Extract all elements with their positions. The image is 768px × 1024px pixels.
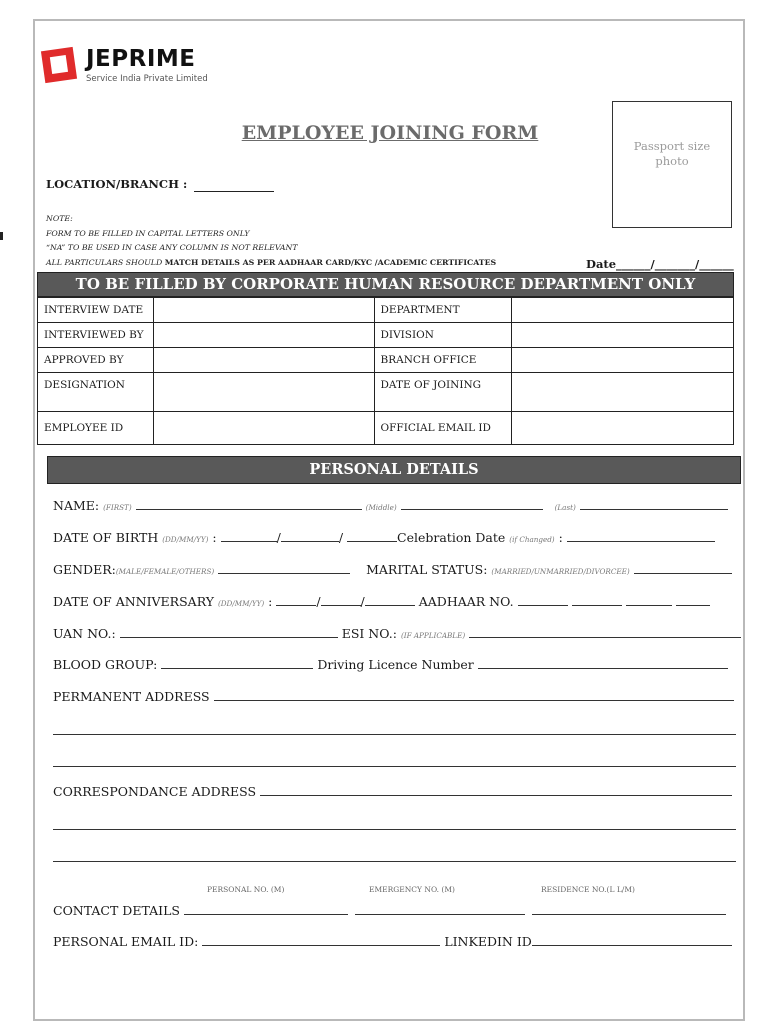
personal-number-header: PERSONAL NO. (M): [207, 885, 285, 894]
dob-year-input[interactable]: [347, 540, 397, 542]
hr-label-division: DIVISION: [374, 323, 512, 348]
personal-email-label: PERSONAL EMAIL ID:: [53, 934, 199, 949]
photo-label-line1: Passport size: [633, 139, 711, 153]
last-name-input[interactable]: [580, 508, 728, 510]
personal-email-input[interactable]: [202, 944, 440, 946]
linkedin-input[interactable]: [532, 944, 732, 946]
margin-mark: [0, 232, 3, 240]
permanent-address-row: [53, 689, 734, 704]
note-line-3-bold: MATCH DETAILS AS PER AADHAAR CARD/KYC /ACADEMIC CERTIFICATES: [164, 257, 497, 267]
permanent-address-label: PERMANENT ADDRESS: [53, 689, 210, 704]
name-last-hint: (Last): [554, 503, 576, 512]
middle-name-input[interactable]: [401, 508, 543, 510]
table-row: [38, 412, 734, 445]
emergency-number-header: EMERGENCY NO. (M): [369, 885, 455, 894]
jeprime-logo-icon: [40, 46, 78, 84]
contact-details-label: CONTACT DETAILS: [53, 903, 180, 918]
notes-block: [46, 212, 496, 270]
hr-input-official-email[interactable]: [512, 412, 734, 445]
company-name: JEPRIME: [86, 46, 196, 72]
hr-section-heading: TO BE FILLED BY CORPORATE HUMAN RESOURCE DEPARTMENT ONLY: [37, 272, 734, 297]
blood-group-row: [53, 657, 728, 672]
note-line-1: FORM TO BE FILLED IN CAPITAL LETTERS ONLY: [46, 228, 250, 238]
hr-input-branch-office[interactable]: [512, 348, 734, 373]
dob-day-input[interactable]: [221, 540, 277, 542]
dob-label: DATE OF BIRTH: [53, 530, 159, 545]
correspondance-address-line-2[interactable]: [53, 829, 736, 830]
celebration-date-input[interactable]: [567, 540, 715, 542]
uan-row: [53, 626, 741, 641]
esi-label: ESI NO.:: [341, 626, 397, 641]
blood-group-input[interactable]: [161, 667, 313, 669]
anniversary-colon: :: [268, 594, 273, 609]
permanent-address-input[interactable]: [214, 699, 734, 701]
celebration-hint: (if Changed): [509, 535, 555, 544]
form-title: EMPLOYEE JOINING FORM: [241, 122, 539, 144]
driving-licence-input[interactable]: [478, 667, 728, 669]
passport-photo-box[interactable]: [612, 101, 732, 228]
form-date-field[interactable]: Date______/_______/______: [586, 257, 734, 271]
note-line-3: [46, 256, 496, 271]
dob-colon: :: [212, 530, 217, 545]
blood-group-label: BLOOD GROUP:: [53, 657, 158, 672]
marital-status-label: MARITAL STATUS:: [366, 562, 488, 577]
hr-label-designation: DESIGNATION: [38, 373, 154, 412]
aadhaar-input-4[interactable]: [676, 604, 710, 606]
anniversary-row: DATE OF ANNIVERSARY (DD/MM/YY) : / / AADHAAR NO.: [53, 594, 710, 609]
hr-input-approved-by[interactable]: [153, 348, 374, 373]
esi-hint: (IF APPLICABLE): [400, 631, 466, 640]
name-first-hint: (FIRST): [103, 503, 132, 512]
hr-label-interviewed-by: INTERVIEWED BY: [38, 323, 154, 348]
aadhaar-input-3[interactable]: [626, 604, 672, 606]
note-line-3-prefix: ALL PARTICULARS SHOULD: [46, 257, 165, 267]
gender-input[interactable]: [218, 572, 350, 574]
dob-row: DATE OF BIRTH (DD/MM/YY) : / / Celebration Date (if Changed) :: [53, 530, 715, 545]
driving-licence-label: Driving Licence Number: [317, 657, 474, 672]
location-branch-field: [46, 177, 274, 192]
location-label: LOCATION/BRANCH :: [46, 177, 188, 191]
contact-details-row: [53, 903, 726, 918]
anniversary-day-input[interactable]: [276, 604, 316, 606]
uan-input[interactable]: [120, 636, 338, 638]
residence-number-header: RESIDENCE NO.(L L/M): [541, 885, 635, 894]
anniversary-month-input[interactable]: [321, 604, 361, 606]
name-label: NAME:: [53, 498, 100, 513]
hr-label-approved-by: APPROVED BY: [38, 348, 154, 373]
hr-input-date-of-joining[interactable]: [512, 373, 734, 412]
hr-input-interview-date[interactable]: [153, 298, 374, 323]
personal-number-input[interactable]: [184, 913, 348, 915]
hr-label-official-email: OFFICIAL EMAIL ID: [374, 412, 512, 445]
anniversary-hint: (DD/MM/YY): [217, 599, 265, 608]
celebration-colon: :: [558, 530, 563, 545]
marital-hint: (MARRIED/UNMARRIED/DIVORCEE): [491, 567, 630, 576]
location-input-line[interactable]: [194, 177, 274, 192]
note-line-2: “NA” TO BE USED IN CASE ANY COLUMN IS NOT RELEVANT: [46, 243, 298, 252]
hr-label-branch-office: BRANCH OFFICE: [374, 348, 512, 373]
uan-label: UAN NO.:: [53, 626, 116, 641]
emergency-number-input[interactable]: [355, 913, 525, 915]
correspondance-address-label: CORRESPONDANCE ADDRESS: [53, 784, 257, 799]
hr-input-interviewed-by[interactable]: [153, 323, 374, 348]
permanent-address-line-3[interactable]: [53, 766, 736, 767]
correspondance-address-line-3[interactable]: [53, 861, 736, 862]
aadhaar-input-1[interactable]: [518, 604, 568, 606]
hr-input-department[interactable]: [512, 298, 734, 323]
hr-input-employee-id[interactable]: [153, 412, 374, 445]
marital-status-input[interactable]: [634, 572, 732, 574]
table-row: [38, 323, 734, 348]
table-row: [38, 373, 734, 412]
residence-number-input[interactable]: [532, 913, 726, 915]
table-row: [38, 348, 734, 373]
hr-label-employee-id: EMPLOYEE ID: [38, 412, 154, 445]
anniversary-year-input[interactable]: [365, 604, 415, 606]
dob-hint: (DD/MM/YY): [162, 535, 209, 544]
hr-label-department: DEPARTMENT: [374, 298, 512, 323]
table-row: [38, 298, 734, 323]
correspondance-address-row: [53, 784, 732, 799]
first-name-input[interactable]: [136, 508, 362, 510]
anniversary-label: DATE OF ANNIVERSARY: [53, 594, 214, 609]
hr-input-designation[interactable]: [153, 373, 374, 412]
celebration-date-label: Celebration Date: [397, 530, 506, 545]
hr-label-interview-date: INTERVIEW DATE: [38, 298, 154, 323]
gender-row: [53, 562, 732, 577]
photo-label-line2: photo: [655, 154, 689, 168]
gender-hint: (MALE/FEMALE/OTHERS): [115, 567, 215, 576]
company-subtitle: Service India Private Limited: [86, 74, 208, 84]
hr-table: [37, 297, 734, 445]
email-row: [53, 934, 732, 949]
permanent-address-line-2[interactable]: [53, 734, 736, 735]
dob-month-input[interactable]: [281, 540, 339, 542]
aadhaar-label: AADHAAR NO.: [418, 594, 514, 609]
personal-details-heading: PERSONAL DETAILS: [47, 456, 741, 484]
hr-input-division[interactable]: [512, 323, 734, 348]
gender-label: GENDER:: [53, 562, 116, 577]
linkedin-label: LINKEDIN ID: [444, 934, 532, 949]
hr-label-date-of-joining: DATE OF JOINING: [374, 373, 512, 412]
name-row: [53, 498, 728, 513]
aadhaar-input-2[interactable]: [572, 604, 622, 606]
name-middle-hint: (Middle): [365, 503, 397, 512]
note-heading: NOTE:: [46, 214, 73, 223]
correspondance-address-input[interactable]: [260, 794, 732, 796]
esi-input[interactable]: [469, 636, 741, 638]
